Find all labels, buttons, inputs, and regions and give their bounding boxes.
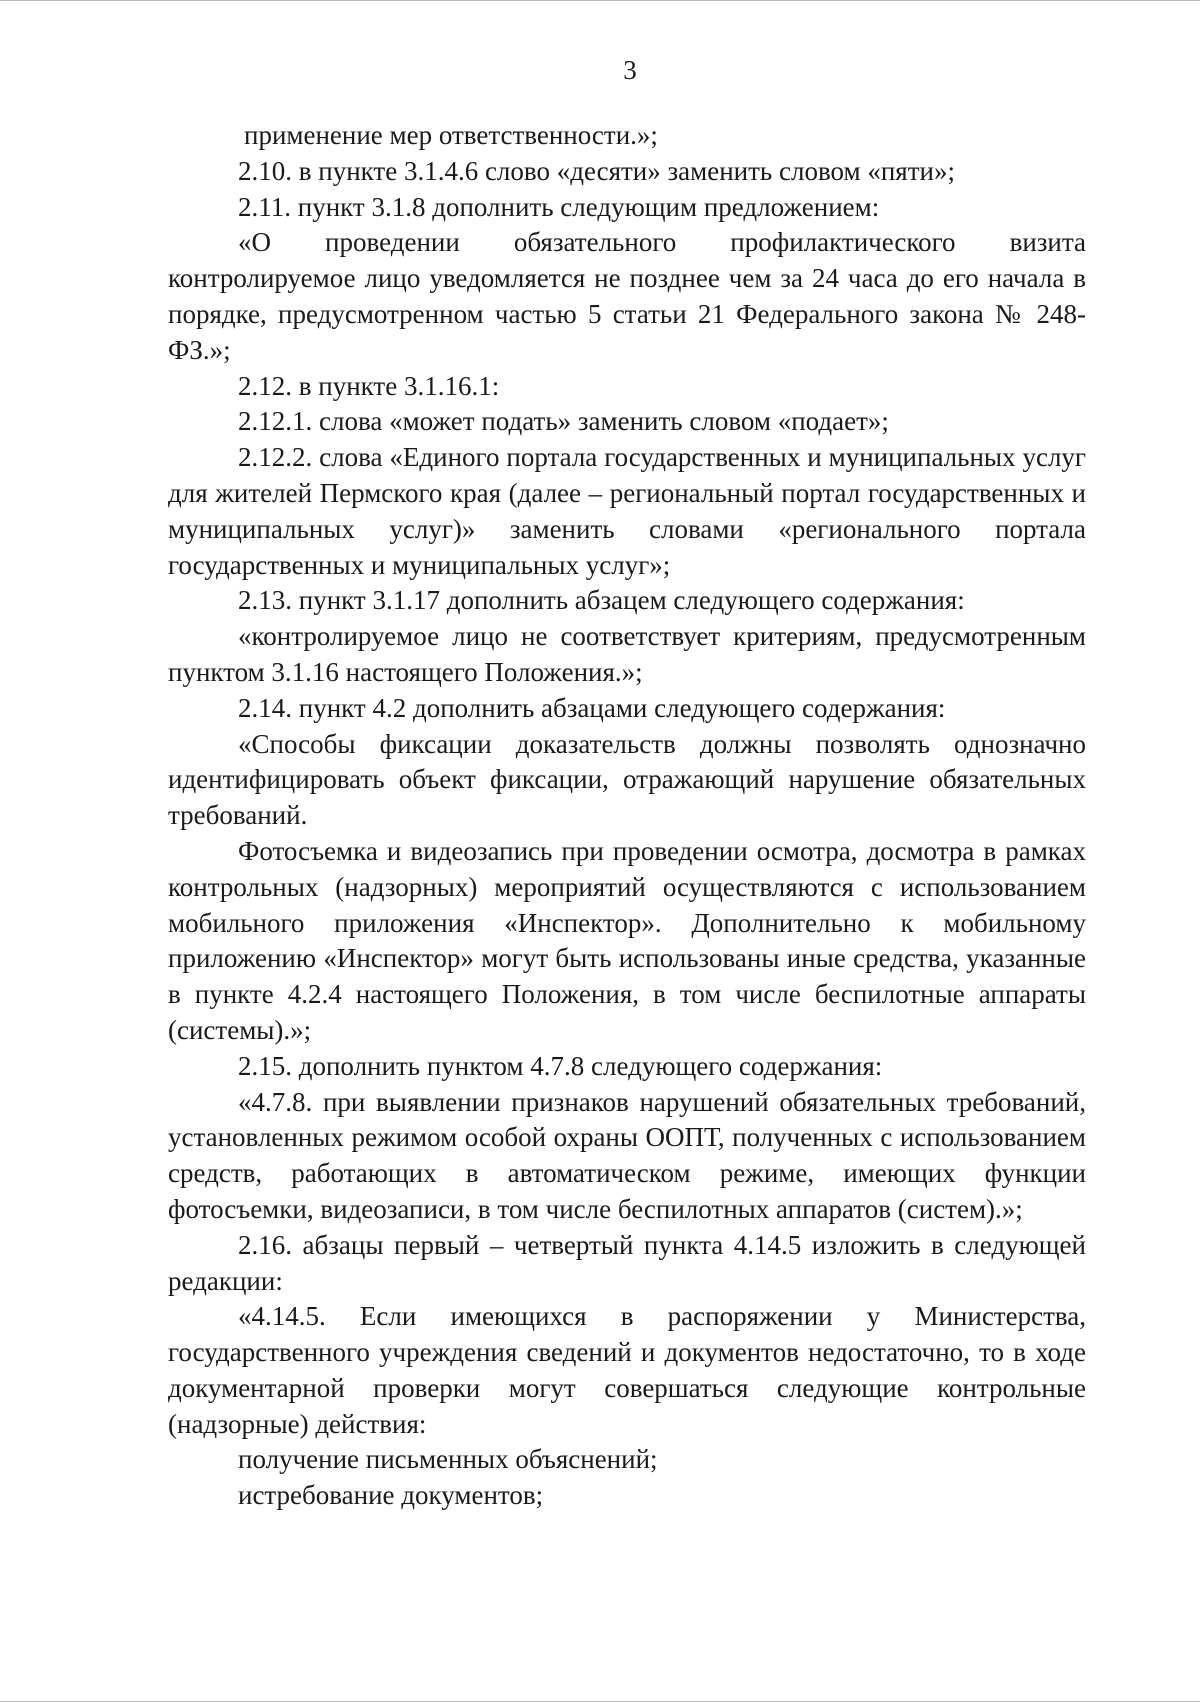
paragraph: Фотосъемка и видеозапись при проведении осмотра, досмотра в рамках контрольных (надзорных) мероприятий осуществляются с использованием мобильного приложения «Инспектор». Дополнительно к мобильному приложению «Инспектор» могут быть использованы иные средства, указанные в пункте 4.2.4 настоящего Положения, в том числе беспилотные аппараты (системы).»; (168, 835, 1086, 1045)
paragraph: истребование документов; (238, 1480, 544, 1511)
paragraph: 2.11. пункт 3.1.8 дополнить следующим предложением: (238, 191, 880, 222)
paragraph: 2.14. пункт 4.2 дополнить абзацами следующего содержания: (238, 692, 946, 723)
paragraph: «контролируемое лицо не соответствует критериям, предусмотренным пунктом 3.1.16 настоящего Положения.»; (168, 621, 1086, 687)
paragraph: 2.12. в пункте 3.1.16.1: (238, 370, 500, 401)
paragraph: «О проведении обязательного профилактического визита контролируемое лицо уведомляется не позднее чем за 24 часа до его начала в порядке, предусмотренном частью 5 статьи 21 Федерального закона № 248-ФЗ.»; (168, 227, 1086, 365)
paragraph: «Способы фиксации доказательств должны позволять однозначно идентифицировать объект фиксации, отражающий нарушение обязательных требований. (168, 728, 1086, 831)
paragraph: 2.15. дополнить пунктом 4.7.8 следующего содержания: (238, 1050, 883, 1081)
paragraph: 2.13. пункт 3.1.17 дополнить абзацем следующего содержания: (238, 585, 965, 616)
paragraph: 2.10. в пункте 3.1.4.6 слово «десяти» заменить словом «пяти»; (238, 155, 955, 186)
paragraph: 2.16. абзацы первый – четвертый пункта 4.14.5 изложить в следующей редакции: (168, 1229, 1086, 1296)
scan-edge-bottom (0, 1701, 1200, 1702)
scan-edge-top (0, 0, 1200, 1)
page-number: 3 (623, 55, 637, 85)
paragraph: получение письменных объяснений; (238, 1444, 658, 1475)
document-body (168, 118, 1086, 1514)
paragraph: «4.14.5. Если имеющихся в распоряжении у Министерства, государственного учреждения сведений и документов недостаточно, то в ходе документарной проверки могут совершаться следующие контрольные (надзорные) действия: (168, 1301, 1086, 1439)
paragraph: 2.12.1. слова «может подать» заменить словом «подает»; (238, 406, 889, 437)
paragraph: «4.7.8. при выявлении признаков нарушений обязательных требований, установленных режимом особой охраны ООПТ, полученных с использованием средств, работающих в автоматическом режиме, имеющих функции фотосъемки, видеозаписи, в том числе беспилотных аппаратов (систем).»; (168, 1086, 1086, 1224)
paragraph: 2.12.2. слова «Единого портала государственных и муниципальных услуг для жителей Пермского края (далее – региональный портал государственных и муниципальных услуг)» заменить словами «регионального портала государственных и муниципальных услуг»; (168, 442, 1086, 580)
paragraph: применение мер ответственности.»; (244, 120, 658, 150)
